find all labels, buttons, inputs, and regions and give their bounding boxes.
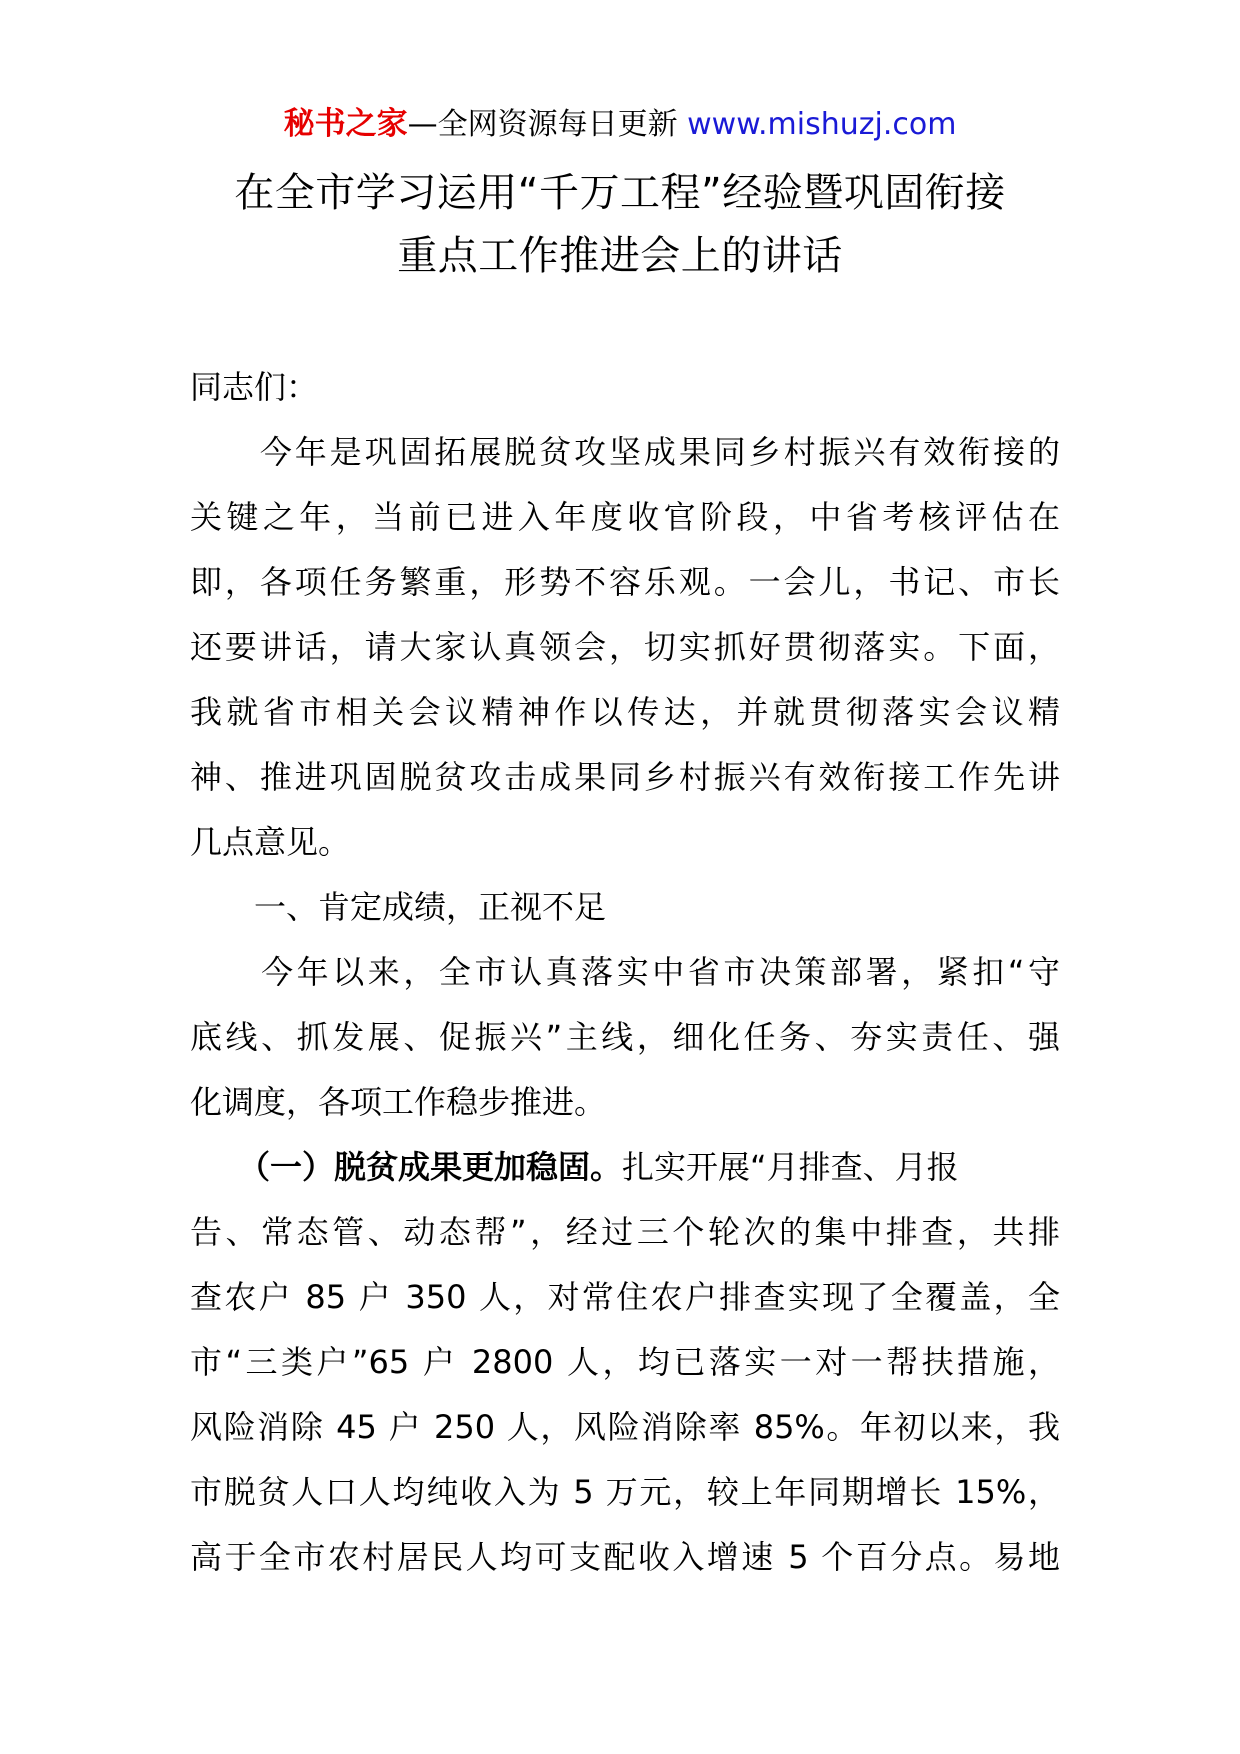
paragraph-line: 今年以来，全市认真落实中省市决策部署，紧扣“守 xyxy=(190,953,1060,991)
paragraph-line: 告、常态管、动态帮”，经过三个轮次的集中排查，共排 xyxy=(190,1213,1060,1251)
brand-name: 秘书之家 xyxy=(283,106,408,142)
header-tagline: —全网资源每日更新 xyxy=(407,107,688,142)
paragraph-line: 我就省市相关会议精神作以传达，并就贯彻落实会议精 xyxy=(190,693,1060,731)
subsection-first-line xyxy=(190,1135,1060,1200)
document-body xyxy=(190,355,1060,1590)
paragraph-line: 关键之年，当前已进入年度收官阶段，中省考核评估在 xyxy=(190,498,1060,536)
salutation: 同志们： xyxy=(190,368,319,406)
document-title-line-1: 在全市学习运用“千万工程”经验暨巩固衔接 xyxy=(234,170,1006,216)
paragraph-line: 神、推进巩固脱贫攻击成果同乡村振兴有效衔接工作先讲 xyxy=(190,758,1060,796)
section-heading: 一、肯定成绩，正视不足 xyxy=(190,888,607,926)
subsection-text: 扎实开展“月排查、月报 xyxy=(622,1148,959,1186)
paragraph-line: 还要讲话，请大家认真领会，切实抓好贯彻落实。下面， xyxy=(190,628,1060,666)
paragraph-line: 今年是巩固拓展脱贫攻坚成果同乡村振兴有效衔接的 xyxy=(190,433,1060,471)
paragraph-line: 风险消除 45 户 250 人，风险消除率 85%。年初以来，我 xyxy=(190,1408,1060,1446)
document-title-line-2: 重点工作推进会上的讲话 xyxy=(397,233,843,279)
paragraph-line: 市脱贫人口人均纯收入为 5 万元，较上年同期增长 15%， xyxy=(190,1473,1060,1511)
paragraph-line: 即，各项任务繁重，形势不容乐观。一会儿，书记、市长 xyxy=(190,563,1060,601)
paragraph-line: 几点意见。 xyxy=(190,823,351,861)
site-url-link[interactable]: www.mishuzj.com xyxy=(687,107,957,142)
site-header xyxy=(0,100,1240,149)
subsection-heading: （一）脱贫成果更加稳固。 xyxy=(254,1148,623,1186)
paragraph-line: 查农户 85 户 350 人，对常住农户排查实现了全覆盖，全 xyxy=(190,1278,1060,1316)
paragraph-line: 市“三类户”65 户 2800 人，均已落实一对一帮扶措施， xyxy=(190,1343,1060,1381)
paragraph-line: 化调度，各项工作稳步推进。 xyxy=(190,1083,607,1121)
paragraph-line: 高于全市农村居民人均可支配收入增速 5 个百分点。易地 xyxy=(190,1538,1060,1576)
paragraph-line: 底线、抓发展、促振兴”主线，细化任务、夯实责任、强 xyxy=(190,1018,1060,1056)
